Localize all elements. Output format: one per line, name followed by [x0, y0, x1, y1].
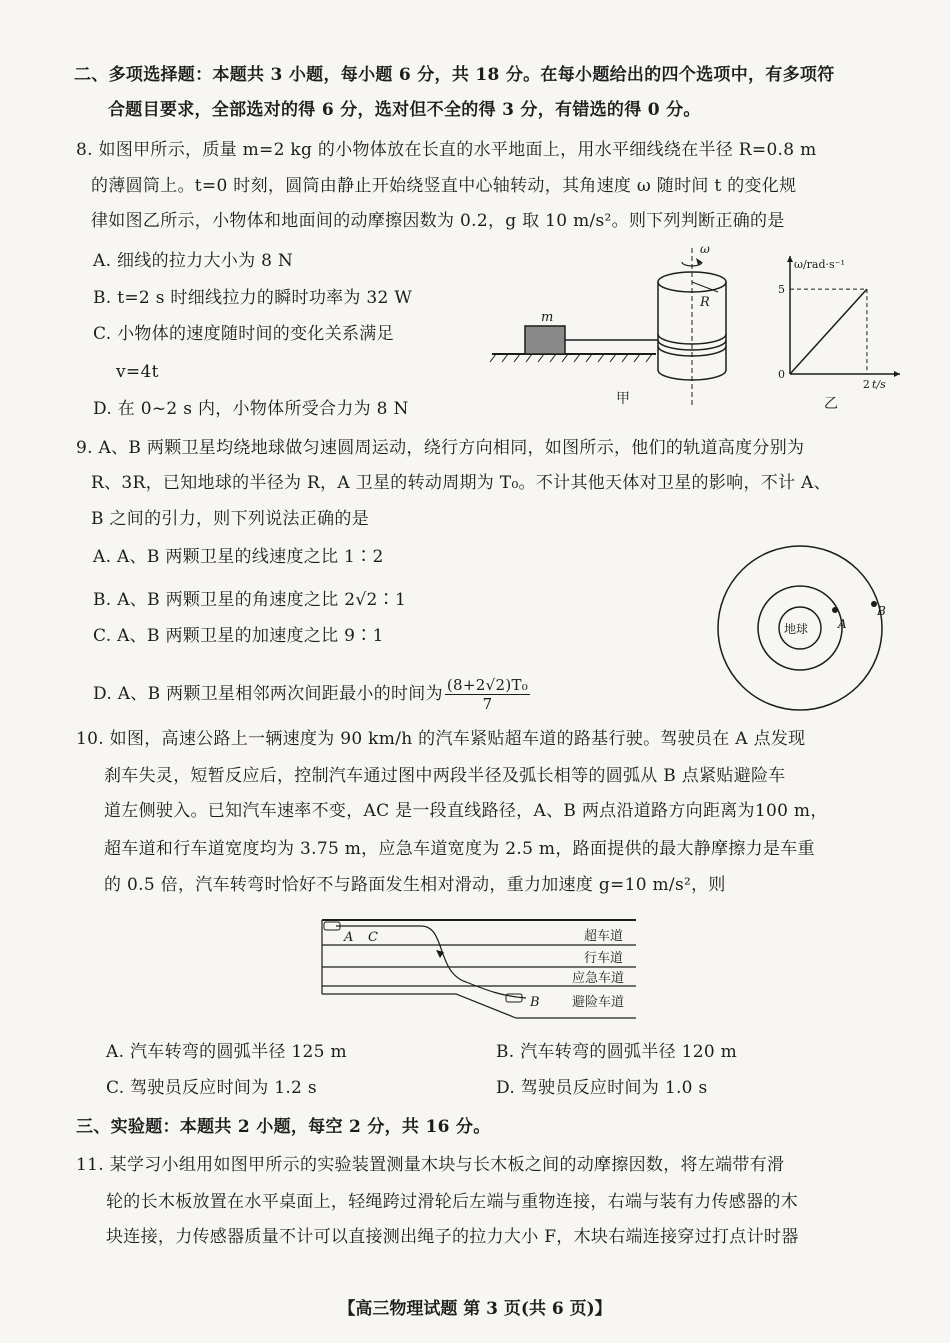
q9-option-d-text: D. A、B 两颗卫星相邻两次间距最小的时间为 — [93, 684, 443, 704]
q8-option-b: B. t=2 s 时细线拉力的瞬时功率为 32 W — [93, 288, 413, 308]
q11-stem-line3: 块连接，力传感器质量不计可以直接测出绳子的拉力大小 F，木块右端连接穿过打点计时器 — [106, 1227, 799, 1247]
mass-label: m — [541, 310, 554, 325]
q8-stem-line3: 律如图乙所示，小物体和地面间的动摩擦因数为 0.2，g 取 10 m/s²。则下列判断正确的是 — [91, 211, 785, 231]
earth-label: 地球 — [784, 622, 809, 636]
x-tick-label: 2 — [862, 378, 870, 391]
section2-heading-line1: 二、多项选择题：本题共 3 小题，每小题 6 分，共 18 分。在每小题给出的四个选项中，有多项符 — [74, 65, 835, 85]
q8-figure-yi-graph — [770, 250, 910, 412]
q10-stem-line2: 刹车失灵，短暂反应后，控制汽车通过图中两段半径及弧长相等的圆弧从 B 点紧贴避险车 — [104, 766, 786, 786]
q9-option-b: B. A、B 两颗卫星的角速度之比 2√2∶1 — [93, 590, 407, 610]
q9-stem-line3: B 之间的引力，则下列说法正确的是 — [91, 509, 369, 529]
satellite-a-label: A — [838, 617, 847, 631]
fig-yi-caption: 乙 — [824, 396, 838, 412]
q8-figure-jia — [486, 240, 756, 412]
q10-road-figure — [316, 914, 646, 1024]
block-mass — [525, 326, 565, 354]
q8-stem-line1: 8. 如图甲所示，质量 m=2 kg 的小物体放在长直的水平地面上，用水平细线绕在半径 R=0.8 m — [76, 140, 817, 160]
q8-option-c-line2: v=4t — [116, 362, 159, 382]
lane-label-escape: 避险车道 — [572, 995, 625, 1010]
q8-stem-line2: 的薄圆筒上。t=0 时刻，圆筒由静止开始绕竖直中心轴转动，其角速度 ω 随时间 t 的变化规 — [91, 176, 797, 196]
point-b-label: B — [530, 995, 540, 1010]
q11-stem-line2: 轮的长木板放置在水平桌面上，轻绳跨过滑轮后左端与重物连接，右端与装有力传感器的木 — [106, 1192, 798, 1212]
q9-stem-line1: 9. A、B 两颗卫星均绕地球做匀速圆周运动，绕行方向相同，如图所示，他们的轨道高度分别为 — [76, 438, 805, 458]
q9-stem-line2: R、3R，已知地球的半径为 R，A 卫星的转动周期为 T₀。不计其他天体对卫星的影响，不计 A、 — [91, 473, 831, 493]
origin-label: 0 — [778, 368, 785, 381]
fraction-denominator: 7 — [482, 695, 493, 713]
q10-stem-line1: 10. 如图，高速公路上一辆速度为 90 km/h 的汽车紧贴超车道的路基行驶。驾驶员在 A 点发现 — [76, 729, 806, 749]
section2-heading-line2: 合题目要求，全部选对的得 6 分，选对但不全的得 3 分，有错选的得 0 分。 — [108, 100, 701, 120]
q10-option-c: C. 驾驶员反应时间为 1.2 s — [106, 1078, 317, 1098]
x-axis-arrow-icon — [894, 371, 900, 377]
q10-stem-line5: 的 0.5 倍，汽车转弯时恰好不与路面发生相对滑动，重力加速度 g=10 m/s²，则 — [104, 875, 726, 895]
x-axis-label: t/s — [872, 378, 886, 391]
q8-option-c-line1: C. 小物体的速度随时间的变化关系满足 — [93, 324, 394, 344]
lane-label-driving: 行车道 — [584, 951, 624, 966]
y-axis-arrow-icon — [787, 256, 793, 262]
q10-option-d: D. 驾驶员反应时间为 1.0 s — [496, 1078, 708, 1098]
q10-option-b: B. 汽车转弯的圆弧半径 120 m — [496, 1042, 738, 1062]
q9-option-d-fraction — [445, 676, 530, 713]
q8-option-a: A. 细线的拉力大小为 8 N — [93, 251, 294, 271]
page-footer: 【高三物理试题 第 3 页(共 6 页)】 — [338, 1299, 612, 1319]
car-path — [336, 926, 526, 998]
radius-label: R — [700, 295, 710, 310]
q10-stem-line3: 道左侧驶入。已知汽车速率不变，AC 是一段直线路径，A、B 两点沿道路方向距离为100 m， — [104, 801, 828, 821]
satellite-b-label: B — [877, 604, 886, 618]
y-axis-label: ω/rad·s⁻¹ — [794, 258, 845, 271]
radius-line — [692, 282, 718, 292]
fig-jia-caption: 甲 — [616, 391, 630, 407]
section3-heading: 三、实验题：本题共 2 小题，每空 2 分，共 16 分。 — [76, 1117, 491, 1137]
lane-label-overtake: 超车道 — [584, 929, 624, 944]
omega-label: ω — [700, 242, 710, 256]
point-c-label: C — [368, 930, 378, 945]
q9-option-a: A. A、B 两颗卫星的线速度之比 1∶2 — [93, 547, 384, 567]
q10-option-a: A. 汽车转弯的圆弧半径 125 m — [106, 1042, 347, 1062]
q9-option-c: C. A、B 两颗卫星的加速度之比 9∶1 — [93, 626, 384, 646]
point-a-label: A — [344, 930, 354, 945]
satellite-a — [832, 607, 838, 613]
q9-orbit-figure — [710, 540, 890, 716]
q11-stem-line1: 11. 某学习小组用如图甲所示的实验装置测量木块与长木板之间的动摩擦因数，将左端带有滑 — [76, 1155, 785, 1175]
omega-series-line — [790, 289, 867, 374]
q10-stem-line4: 超车道和行车道宽度均为 3.75 m，应急车道宽度为 2.5 m，路面提供的最大静摩擦力是车重 — [104, 839, 815, 859]
y-tick-label: 5 — [778, 283, 785, 297]
fraction-numerator: (8+2√2)T₀ — [446, 676, 529, 694]
q8-option-d: D. 在 0~2 s 内，小物体所受合力为 8 N — [93, 399, 409, 419]
lane-label-emergency: 应急车道 — [572, 971, 625, 986]
q9-option-d — [93, 676, 530, 713]
ground-hatch — [490, 354, 652, 362]
